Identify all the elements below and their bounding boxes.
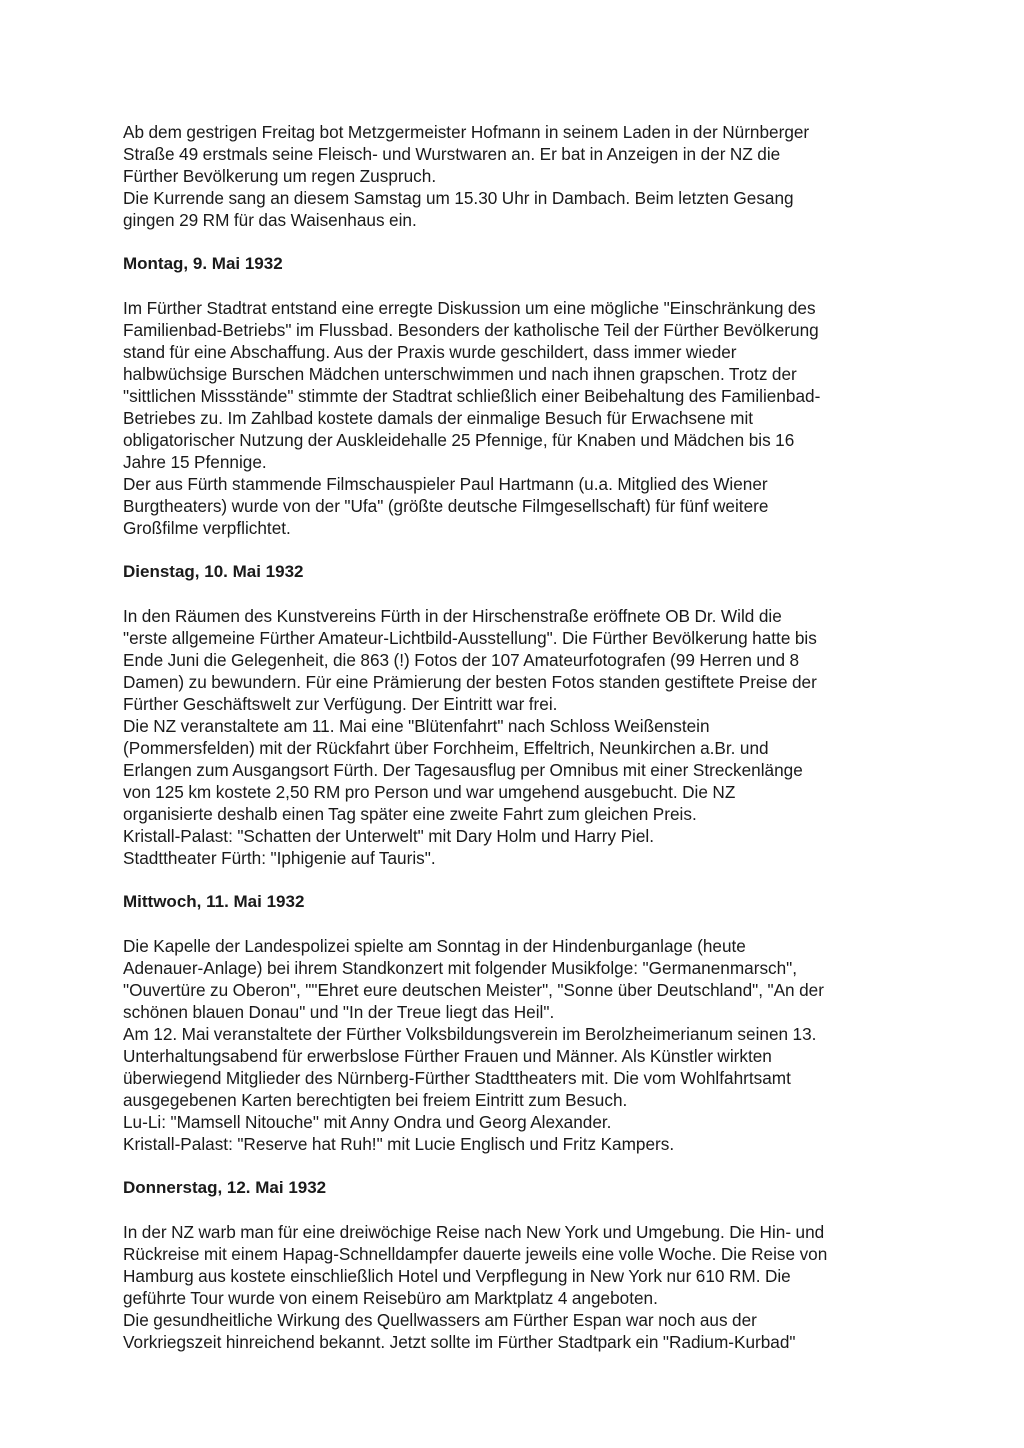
spacer bbox=[123, 913, 913, 935]
spacer bbox=[123, 1199, 913, 1221]
intro-paragraph: Ab dem gestrigen Freitag bot Metzgermeister Hofmann in seinem Laden in der Nürnberger Straße 49 erstmals seine Fleisch- und Wurstwaren an. Er bat in Anzeigen in der NZ die Fürther Bevölkerung um regen Zuspruch. Die Kurrende sang an diesem Samstag um 15.30 Uhr in Dambach. Beim letzten Gesang gingen 29 RM für das Waisenhaus ein. bbox=[123, 122, 810, 230]
spacer bbox=[123, 275, 913, 297]
document-page bbox=[123, 121, 913, 1353]
section-heading-monday: Montag, 9. Mai 1932 bbox=[123, 254, 283, 273]
spacer bbox=[123, 1155, 913, 1177]
section-body-wednesday: Die Kapelle der Landespolizei spielte am Sonntag in der Hindenburganlage (heute Adenauer-Anlage) bei ihrem Standkonzert mit folgender Musikfolge: "Germanenmarsch", "Ouvertüre zu Oberon", ""Ehret eure deutschen Meister", "Sonne über Deutschland", "An der schönen blauen Donau" und "In der Treue liegt das Heil". Am 12. Mai veranstaltete der Fürther Volksbildungsverein im Berolzheimerianum seinen 13. Unterhaltungsabend für erwerbslose Fürther Frauen und Männer. Als Künstler wirkten überwiegend Mitglieder des Nürnberg-Fürther Stadttheaters mit. Die vom Wohlfahrtsamt ausgegebenen Karten berechtigten bei freiem Eintritt zum Besuch. Lu-Li: "Mamsell Nitouche" mit Anny Ondra und Georg Alexander. Kristall-Palast: "Reserve hat Ruh!" mit Lucie Englisch und Fritz Kampers. bbox=[123, 936, 824, 1154]
section-heading-thursday: Donnerstag, 12. Mai 1932 bbox=[123, 1178, 327, 1197]
section-body-thursday: In der NZ warb man für eine dreiwöchige Reise nach New York und Umgebung. Die Hin- und Rückreise mit einem Hapag-Schnelldampfer dauerte jeweils eine volle Woche. Die Reise von Hamburg aus kostete einschließlich Hotel und Verpflegung in New York nur 610 RM. Die geführte Tour wurde von einem Reisebüro am Marktplatz 4 angeboten. Die gesundheitliche Wirkung des Quellwassers am Fürther Espan war noch aus der Vorkriegszeit hinreichend bekannt. Jetzt sollte im Fürther Stadtpark ein "Radium-Kurbad" bbox=[123, 1222, 828, 1352]
section-heading-wednesday: Mittwoch, 11. Mai 1932 bbox=[123, 892, 305, 911]
spacer bbox=[123, 869, 913, 891]
section-body-tuesday: In den Räumen des Kunstvereins Fürth in der Hirschenstraße eröffnete OB Dr. Wild die "erste allgemeine Fürther Amateur-Lichtbild-Ausstellung". Die Fürther Bevölkerung hatte bis Ende Juni die Gelegenheit, die 863 (!) Fotos der 107 Amateurfotografen (99 Herren und 8 Damen) zu bewundern. Für eine Prämierung der besten Fotos standen gestiftete Preise der Fürther Geschäftswelt zur Verfügung. Der Eintritt war frei. Die NZ veranstaltete am 11. Mai eine "Blütenfahrt" nach Schloss Weißenstein (Pommersfelden) mit der Rückfahrt über Forchheim, Effeltrich, Neunkirchen a.Br. und Erlangen zum Ausgangsort Fürth. Der Tagesausflug per Omnibus mit einer Streckenlänge von 125 km kostete 2,50 RM pro Person und war umgehend ausgebucht. Die NZ organisierte deshalb einen Tag später eine zweite Fahrt zum gleichen Preis. Kristall-Palast: "Schatten der Unterwelt" mit Dary Holm und Harry Piel. Stadttheater Fürth: "Iphigenie auf Tauris". bbox=[123, 606, 817, 868]
spacer bbox=[123, 231, 913, 253]
section-heading-tuesday: Dienstag, 10. Mai 1932 bbox=[123, 562, 304, 581]
section-body-monday: Im Fürther Stadtrat entstand eine erregte Diskussion um eine mögliche "Einschränkung des Familienbad-Betriebs" im Flussbad. Besonders der katholische Teil der Fürther Bevölkerung stand für eine Abschaffung. Aus der Praxis wurde geschildert, dass immer wieder halbwüchsige Burschen Mädchen unterschwimmen und nach ihnen grapschen. Trotz der "sittlichen Missstände" stimmte der Stadtrat schließlich einer Beibehaltung des Familienbad- Betriebes zu. Im Zahlbad kostete damals der einmalige Besuch für Erwachsene mit obligatorischer Nutzung der Auskleidehalle 25 Pfennige, für Knaben und Mädchen bis 16 Jahre 15 Pfennige. Der aus Fürth stammende Filmschauspieler Paul Hartmann (u.a. Mitglied des Wiener Burgtheaters) wurde von der "Ufa" (größte deutsche Filmgesellschaft) für fünf weitere Großfilme verpflichtet. bbox=[123, 298, 821, 538]
spacer bbox=[123, 583, 913, 605]
spacer bbox=[123, 539, 913, 561]
